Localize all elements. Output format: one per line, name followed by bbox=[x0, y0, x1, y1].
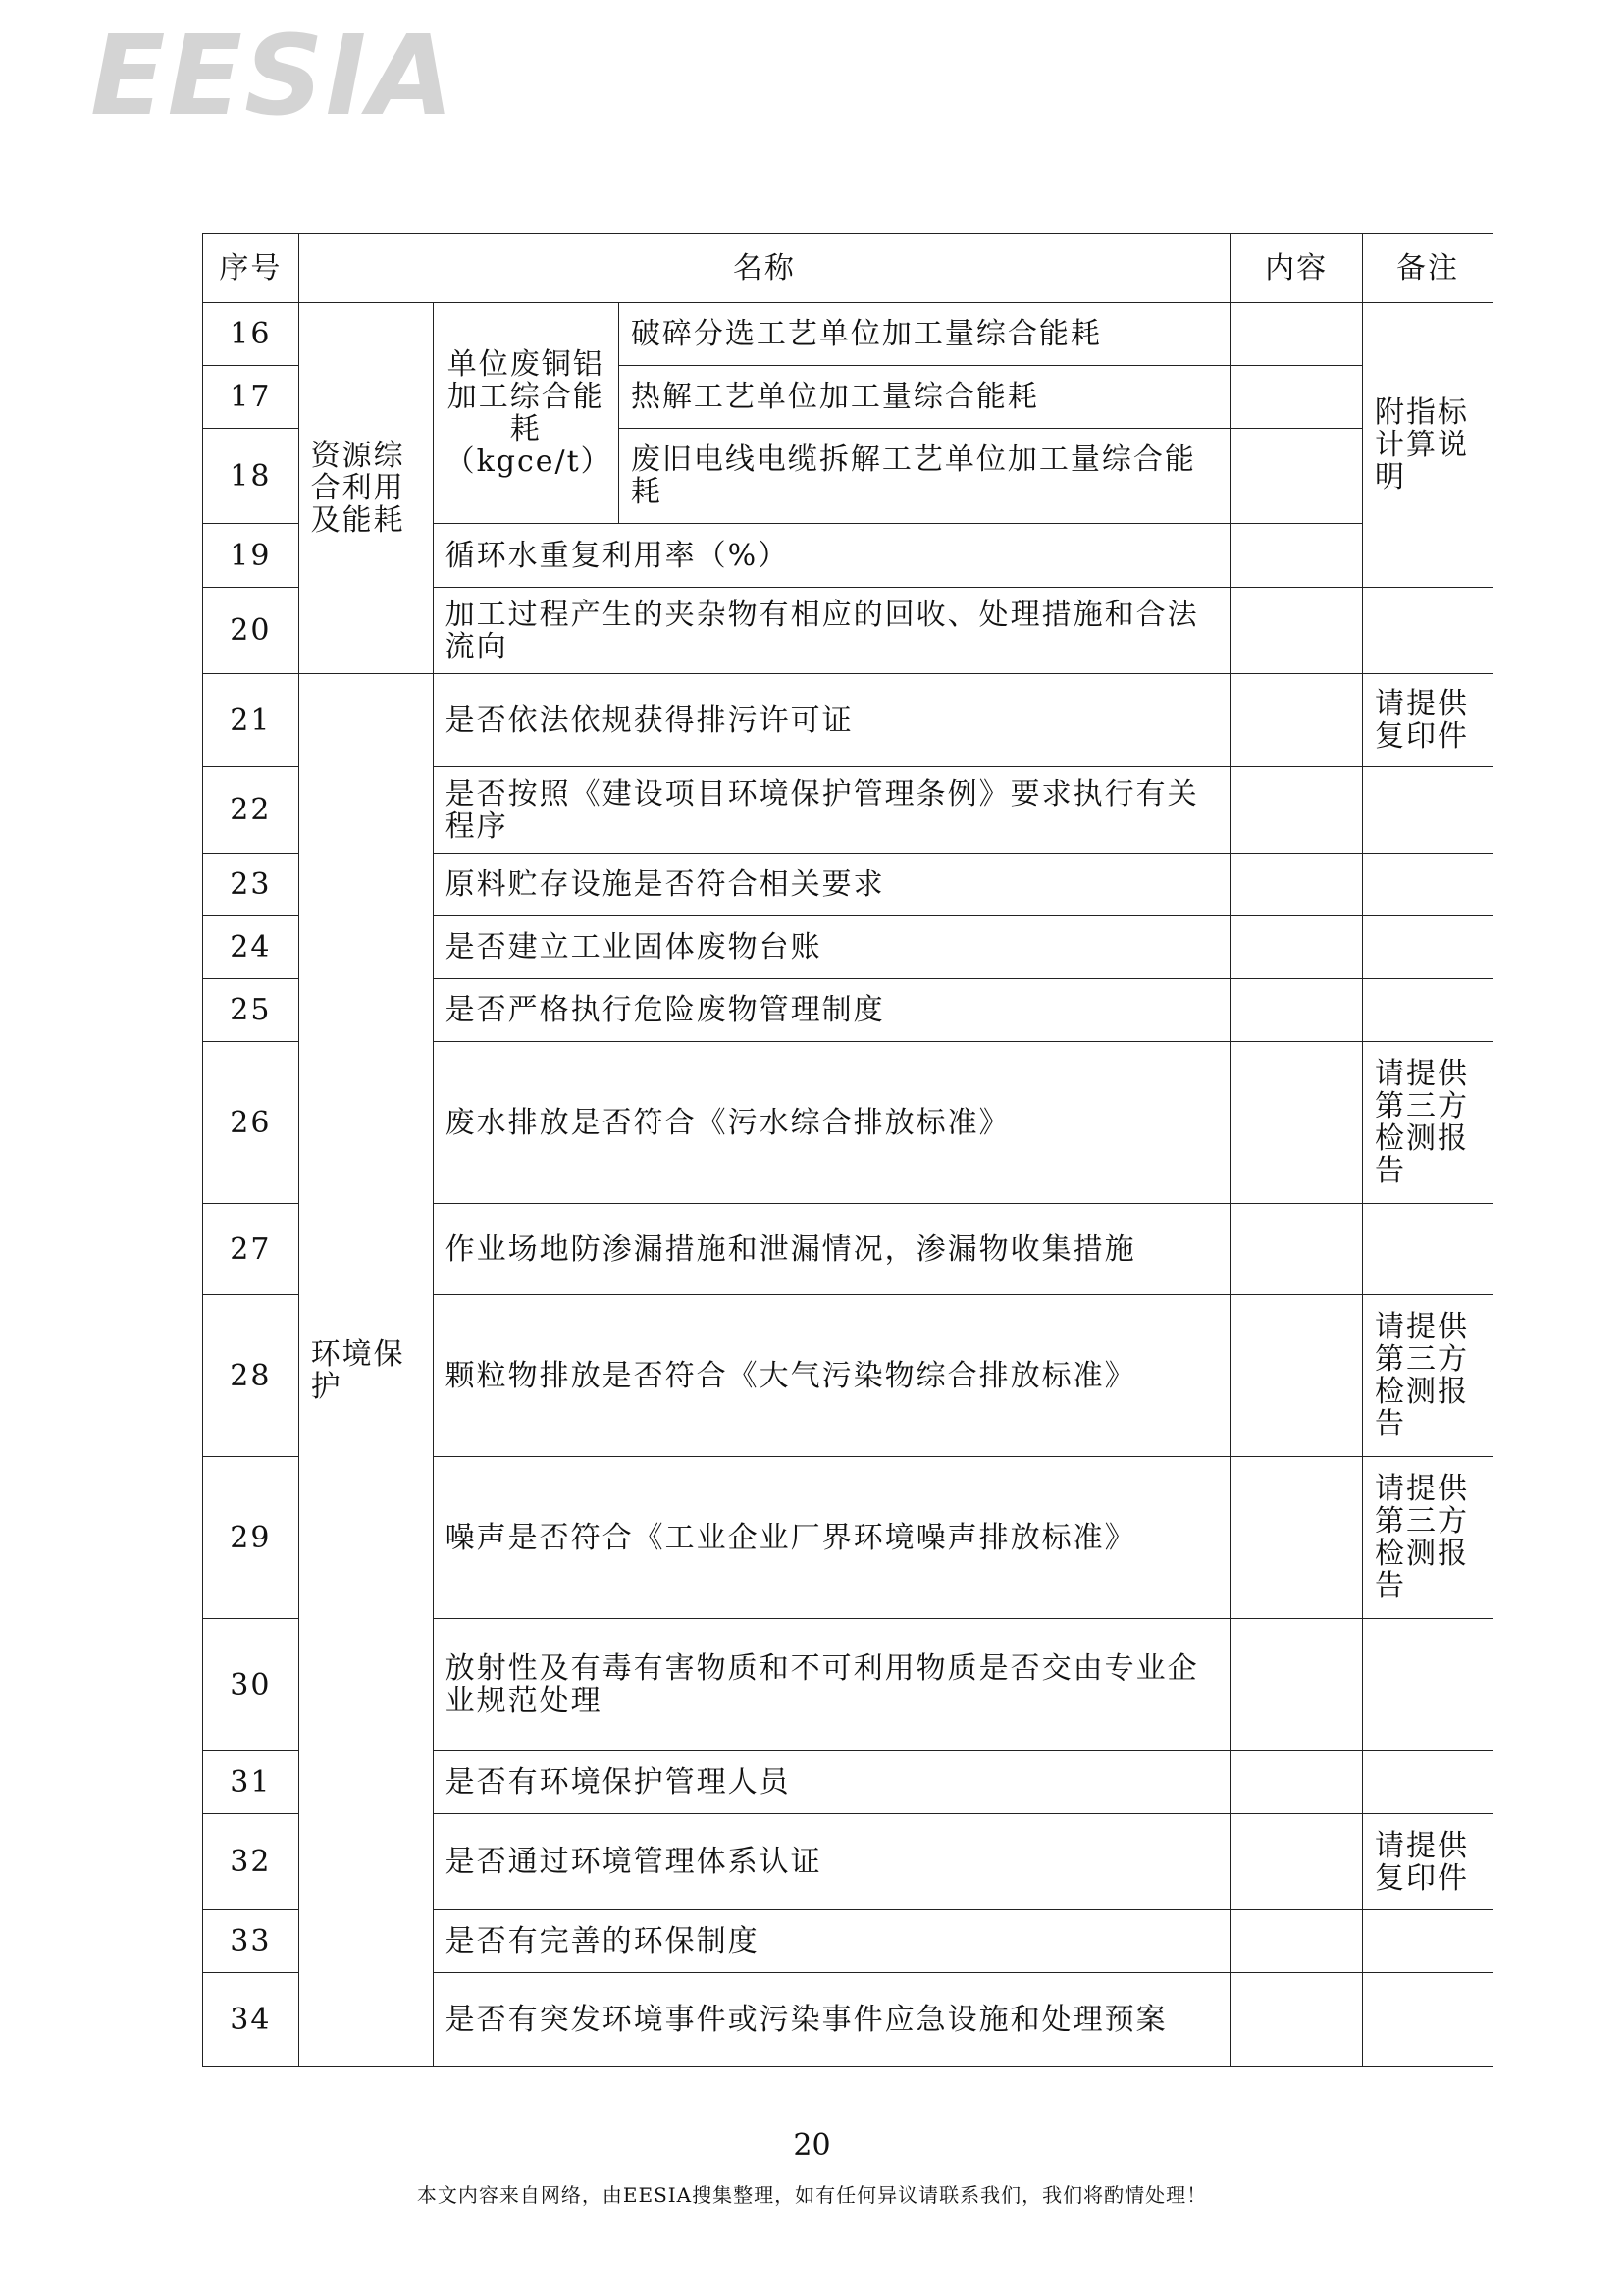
remark-cell bbox=[1363, 1204, 1493, 1295]
header-remark: 备注 bbox=[1363, 234, 1493, 303]
row-number: 26 bbox=[203, 1042, 299, 1204]
row-name: 加工过程产生的夹杂物有相应的回收、处理措施和合法流向 bbox=[433, 588, 1231, 674]
remark-cell bbox=[1363, 979, 1493, 1042]
content-cell[interactable] bbox=[1231, 767, 1363, 854]
content-cell[interactable] bbox=[1231, 674, 1363, 767]
content-cell[interactable] bbox=[1231, 588, 1363, 674]
row-name: 废旧电线电缆拆解工艺单位加工量综合能耗 bbox=[618, 429, 1230, 524]
group-resource: 资源综合利用及能耗 bbox=[298, 303, 433, 674]
row-number: 34 bbox=[203, 1973, 299, 2067]
header-seq: 序号 bbox=[203, 234, 299, 303]
content-cell[interactable] bbox=[1231, 854, 1363, 916]
content-cell[interactable] bbox=[1231, 429, 1363, 524]
row-name: 原料贮存设施是否符合相关要求 bbox=[433, 854, 1231, 916]
content-cell[interactable] bbox=[1231, 366, 1363, 429]
content-cell[interactable] bbox=[1231, 1204, 1363, 1295]
content-cell[interactable] bbox=[1231, 1619, 1363, 1751]
row-name: 是否有突发环境事件或污染事件应急设施和处理预案 bbox=[433, 1973, 1231, 2067]
row-number: 19 bbox=[203, 524, 299, 588]
row-name: 放射性及有毒有害物质和不可利用物质是否交由专业企业规范处理 bbox=[433, 1619, 1231, 1751]
remark-cell bbox=[1363, 854, 1493, 916]
row-name: 破碎分选工艺单位加工量综合能耗 bbox=[618, 303, 1230, 366]
row-name: 是否依法依规获得排污许可证 bbox=[433, 674, 1231, 767]
content-cell[interactable] bbox=[1231, 1910, 1363, 1973]
remark-cell bbox=[1363, 767, 1493, 854]
row-number: 28 bbox=[203, 1295, 299, 1457]
row-name: 热解工艺单位加工量综合能耗 bbox=[618, 366, 1230, 429]
row-number: 18 bbox=[203, 429, 299, 524]
row-number: 27 bbox=[203, 1204, 299, 1295]
content-cell[interactable] bbox=[1231, 1042, 1363, 1204]
content-cell[interactable] bbox=[1231, 979, 1363, 1042]
content-cell[interactable] bbox=[1231, 524, 1363, 588]
remark-indicator-calc: 附指标计算说明 bbox=[1363, 303, 1493, 588]
row-name: 是否建立工业固体废物台账 bbox=[433, 916, 1231, 979]
remark-provide-report: 请提供第三方检测报告 bbox=[1363, 1042, 1493, 1204]
row-name: 是否通过环境管理体系认证 bbox=[433, 1814, 1231, 1910]
row-number: 29 bbox=[203, 1457, 299, 1619]
row-number: 16 bbox=[203, 303, 299, 366]
row-name: 是否严格执行危险废物管理制度 bbox=[433, 979, 1231, 1042]
row-number: 24 bbox=[203, 916, 299, 979]
group-environment: 环境保护 bbox=[298, 674, 433, 2067]
logo: EESIA bbox=[90, 13, 456, 140]
row-name: 是否按照《建设项目环境保护管理条例》要求执行有关程序 bbox=[433, 767, 1231, 854]
remark-cell bbox=[1363, 1910, 1493, 1973]
row-name: 作业场地防渗漏措施和泄漏情况，渗漏物收集措施 bbox=[433, 1204, 1231, 1295]
header-name: 名称 bbox=[298, 234, 1230, 303]
remark-cell bbox=[1363, 1619, 1493, 1751]
remark-provide-copy: 请提供复印件 bbox=[1363, 1814, 1493, 1910]
page-number: 20 bbox=[793, 2128, 831, 2163]
footer-disclaimer: 本文内容来自网络，由EESIA搜集整理，如有任何异议请联系我们，我们将酌情处理！ bbox=[416, 2183, 1208, 2207]
remark-cell bbox=[1363, 1751, 1493, 1814]
remark-provide-copy: 请提供复印件 bbox=[1363, 674, 1493, 767]
row-number: 17 bbox=[203, 366, 299, 429]
header-content: 内容 bbox=[1231, 234, 1363, 303]
content-cell[interactable] bbox=[1231, 1973, 1363, 2067]
content-cell[interactable] bbox=[1231, 1457, 1363, 1619]
remark-cell bbox=[1363, 1973, 1493, 2067]
row-number: 22 bbox=[203, 767, 299, 854]
row-number: 33 bbox=[203, 1910, 299, 1973]
evaluation-table bbox=[202, 233, 1493, 2067]
row-number: 25 bbox=[203, 979, 299, 1042]
remark-cell bbox=[1363, 588, 1493, 674]
subgroup-energy: 单位废铜铝加工综合能耗（kgce/t） bbox=[433, 303, 618, 524]
row-name: 废水排放是否符合《污水综合排放标准》 bbox=[433, 1042, 1231, 1204]
row-name: 是否有环境保护管理人员 bbox=[433, 1751, 1231, 1814]
row-number: 23 bbox=[203, 854, 299, 916]
remark-provide-report: 请提供第三方检测报告 bbox=[1363, 1457, 1493, 1619]
row-name: 噪声是否符合《工业企业厂界环境噪声排放标准》 bbox=[433, 1457, 1231, 1619]
row-name: 是否有完善的环保制度 bbox=[433, 1910, 1231, 1973]
content-cell[interactable] bbox=[1231, 916, 1363, 979]
table-row bbox=[203, 674, 1493, 767]
table-header-row bbox=[203, 234, 1493, 303]
content-cell[interactable] bbox=[1231, 303, 1363, 366]
row-name: 颗粒物排放是否符合《大气污染物综合排放标准》 bbox=[433, 1295, 1231, 1457]
row-number: 31 bbox=[203, 1751, 299, 1814]
row-number: 20 bbox=[203, 588, 299, 674]
row-number: 32 bbox=[203, 1814, 299, 1910]
content-cell[interactable] bbox=[1231, 1751, 1363, 1814]
row-number: 21 bbox=[203, 674, 299, 767]
content-cell[interactable] bbox=[1231, 1814, 1363, 1910]
row-name: 循环水重复利用率（%） bbox=[433, 524, 1231, 588]
remark-provide-report: 请提供第三方检测报告 bbox=[1363, 1295, 1493, 1457]
content-cell[interactable] bbox=[1231, 1295, 1363, 1457]
remark-cell bbox=[1363, 916, 1493, 979]
row-number: 30 bbox=[203, 1619, 299, 1751]
table-row bbox=[203, 303, 1493, 366]
